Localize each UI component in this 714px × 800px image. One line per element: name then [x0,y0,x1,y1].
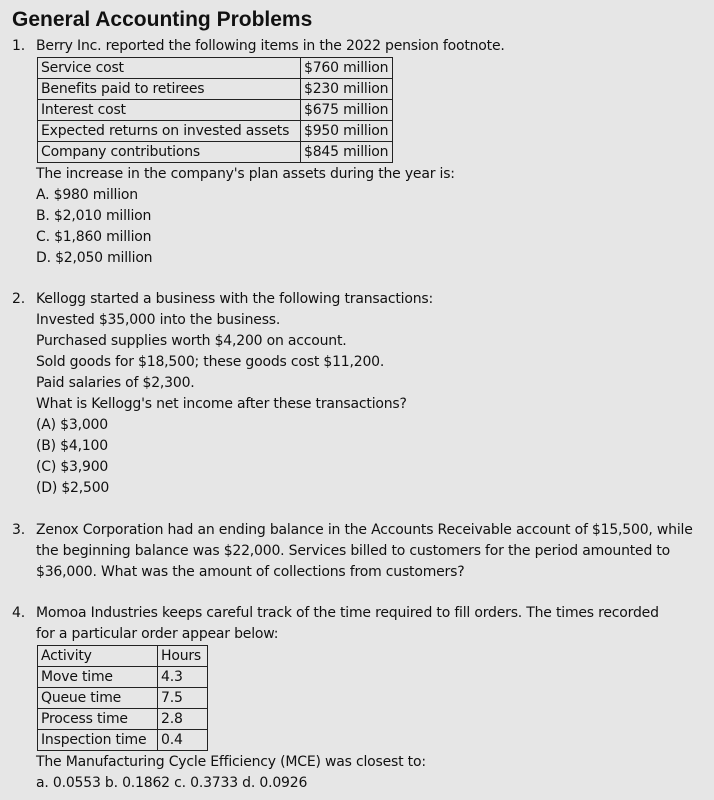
pension-table [37,57,393,163]
q2-line: Invested $35,000 into the business. [36,312,281,328]
table-header-row [38,646,208,667]
table-cell: Process time [38,709,158,730]
table-cell: Move time [38,667,158,688]
q2-option-c: (C) $3,900 [36,459,109,475]
q3-line: $36,000. What was the amount of collections from customers? [36,564,465,580]
q1-option-a: A. $980 million [36,187,138,203]
table-row [38,58,393,79]
table-cell: $760 million [301,58,393,79]
q4-question: The Manufacturing Cycle Efficiency (MCE) was closest to: [36,754,426,770]
table-cell: 0.4 [158,730,208,751]
q3-line: the beginning balance was $22,000. Services billed to customers for the period amounted to [36,543,671,559]
q2-number: 2. [12,291,25,307]
q2-question: What is Kellogg's net income after these transactions? [36,396,407,412]
table-cell: Benefits paid to retirees [38,79,301,100]
q2-intro: Kellogg started a business with the following transactions: [36,291,433,307]
table-cell: 7.5 [158,688,208,709]
column-header-hours: Hours [158,646,208,667]
order-times-table [37,645,208,751]
q1-option-c: C. $1,860 million [36,229,152,245]
table-cell: $845 million [301,142,393,163]
table-cell: $950 million [301,121,393,142]
q3-line: Zenox Corporation had an ending balance in the Accounts Receivable account of $15,500, while [36,522,693,538]
page-title: General Accounting Problems [12,8,313,31]
table-row [38,709,208,730]
table-cell: 2.8 [158,709,208,730]
table-cell: Service cost [38,58,301,79]
q2-option-b: (B) $4,100 [36,438,108,454]
q3-number: 3. [12,522,25,538]
q1-question: The increase in the company's plan assets during the year is: [36,166,455,182]
table-cell: $675 million [301,100,393,121]
table-cell: Company contributions [38,142,301,163]
q2-line: Purchased supplies worth $4,200 on account. [36,333,347,349]
table-cell: $230 million [301,79,393,100]
q1-intro: Berry Inc. reported the following items in the 2022 pension footnote. [36,38,505,54]
q4-line: for a particular order appear below: [36,626,279,642]
q2-line: Sold goods for $18,500; these goods cost $11,200. [36,354,385,370]
q4-line: Momoa Industries keeps careful track of the time required to fill orders. The times recorded [36,605,659,621]
q2-line: Paid salaries of $2,300. [36,375,195,391]
table-cell: Interest cost [38,100,301,121]
q2-option-a: (A) $3,000 [36,417,108,433]
table-cell: 4.3 [158,667,208,688]
column-header-activity: Activity [38,646,158,667]
q1-option-b: B. $2,010 million [36,208,152,224]
table-row [38,142,393,163]
table-row [38,121,393,142]
q2-option-d: (D) $2,500 [36,480,110,496]
table-cell: Queue time [38,688,158,709]
table-row [38,730,208,751]
table-cell: Inspection time [38,730,158,751]
q1-option-d: D. $2,050 million [36,250,153,266]
table-row [38,688,208,709]
q4-options: a. 0.0553 b. 0.1862 c. 0.3733 d. 0.0926 [36,775,308,791]
table-cell: Expected returns on invested assets [38,121,301,142]
q4-number: 4. [12,605,25,621]
q1-number: 1. [12,38,25,54]
table-row [38,667,208,688]
table-row [38,79,393,100]
table-row [38,100,393,121]
